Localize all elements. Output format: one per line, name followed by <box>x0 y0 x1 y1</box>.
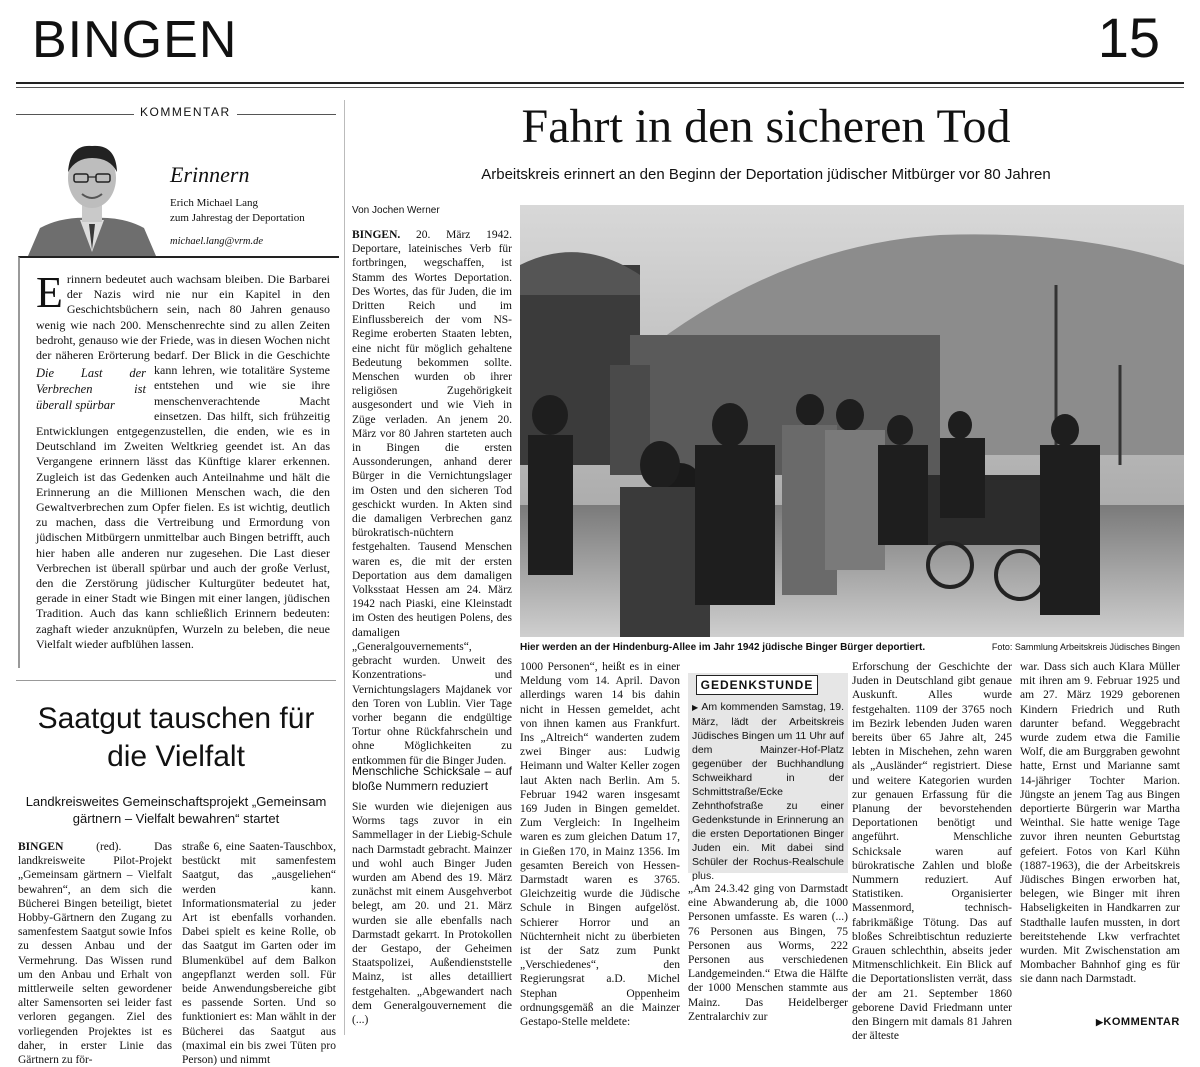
photo-caption <box>520 642 1184 653</box>
main-column-3b <box>688 882 848 1039</box>
pullquote: Die Last der Verbrechen ist überall spürbar <box>36 366 146 413</box>
kommentar-text-1: rinnern bedeutet auch wachsam bleiben. Die Barbarei der Nazis wird nie nur ein Kapitel in den Geschichtsbüchern sein, nach 80 Jahren genauso wenig wie nach 200. Menschenrechte sind zu allen Zeiten bedroht, genauso wie der Friede, was in diesen Wochen nicht der näheren Erörterung bedarf. Der Blick in die Geschichte kann lehren, wie totalitäre <box>36 272 330 378</box>
kommentar-label-text: KOMMENTAR <box>134 105 237 119</box>
main-subheadline: Arbeitskreis erinnert an den Beginn der Deportation jüdischer Mitbürger vor 80 Jahren <box>481 166 1051 183</box>
main-column-4 <box>852 660 1012 1043</box>
main-column-1a <box>352 228 513 767</box>
section-divider <box>16 680 336 681</box>
main-text-1: 20. März 1942. Deportare, lateinisches Verb für fortbringen, wegschaffen, ist Stamm des Wortes Deportation. Des Wortes, das für Juden, die im Dritten Reich und im Einflussbereich der vom NS-Regime eroberten Staaten lebten, eine nicht für möglich gehaltene Bedeutung bekommen sollte. Menschen wurden ob ihrer religiösen Zugehörigkeit ausgesondert und wie Vieh in Züge verladen. An jenem 20. März vor 80 Jahren starteten auch in Bingen die ersten Aussonderungen, anhand derer Bürger in die Vernichtungslager im Osten und den sicheren Tod geschickt wurden. In Akten sind die damaligen Verbrechen ganz bürokratisch-nüchtern festgehalten. Tausend Menschen waren es, die mit der ersten Deportation aus dem damaligen Volksstaat Hessen am 24. März 1942 nach Piaski, eine Kleinstadt im Osten des heutigen Polens, des damaligen „Generalgouvernements“, gebracht wurden. Unweit des Konzentrations- und Vernichtungslagers Majdanek vor den Toren von Lublin. Vier Tage vorher begann die endgültige Tortur ohne Rückfahrschein und ohne Möglichkeiten zu entkommen für die Binger Juden. <box>352 229 513 767</box>
dropcap: E <box>36 268 63 317</box>
deportation-photo <box>520 205 1184 637</box>
saatgut-column-1 <box>18 840 173 1067</box>
arrow-right-icon: ▶ <box>1096 1017 1104 1027</box>
saatgut-text-1: (red). Das landkreisweite Pilot-Projekt „Gemeinsam gärtnern – Vielfalt bewahren“, an dem sich die Bücherei Bingen beteiligt, bietet Hobby-Gärtnern den Zugang zu samenfestem Saatgut sowie Infos zu dessen Anbau und der Vermehrung. Das Wissen rund um den Anbau und Erhalt von mittlerweile selten gewordener alter Samensorten sei leider fast verloren gegangen. Ziel des vorliegenden Projektes ist es daher, in erster Linie das Gärtnern zu för- <box>18 841 173 1067</box>
saatgut-headline: Saatgut tauschen für die Vielfalt <box>37 702 315 773</box>
column-divider <box>344 100 345 1035</box>
author-email[interactable]: michael.lang@vrm.de <box>170 236 264 247</box>
saatgut-subheadline: Landkreisweites Gemeinschaftsprojekt „Gemeinsam gärtnern – Vielfalt bewahren“ startet <box>25 794 327 826</box>
main-text-2: 1000 Personen“, heißt es in einer Meldung vom 14. April. Davon allerdings waren 14 bis dahin nicht in Hessen gemeldet, acht von ihnen kamen aus Frankfurt. Ins „Altreich“ wanderten zudem zwei Binger aus: Ludwig Heimann und Walter Keller zogen laut Akten nach Berlin. Am 5. Februar 1942 waren insgesamt 169 Juden in Bingen gemeldet. Zum Vergleich: In Ingelheim waren es zum gleichen Datum 17, in Gießen 170, in Mainz 1356. Im gesamten Bereich von Hessen-Darmstadt waren es 3765. Gleichzeitig wurde die Jüdische Schule in Bingen aufgelöst. Schierer Horror und an Nüchternheit nicht zu überbieten ist der Satz zum Punkt „Verschiedenes“, den Regierungsrat a.D. Michel Stephan Oppenheim ordnungsgemäß an die Mainzer Gestapo-Stelle meldete: <box>520 661 680 1029</box>
main-column-2 <box>520 660 680 1039</box>
kommentar-author: Erich Michael Lang <box>170 197 258 209</box>
page-number: 15 <box>1097 6 1160 69</box>
main-headline: Fahrt in den sicheren Tod <box>521 100 1011 153</box>
dateline: BINGEN <box>18 841 64 853</box>
kommentar-title: Erinnern <box>170 162 250 187</box>
main-text-5: war. Dass sich auch Klara Müller mit ihren am 9. Februar 1925 und am 27. März 1929 geborenen Kindern Friedrich und Ruth darunter befand. Weggebracht wurde zudem etwa die Familie Wolf, die am Burggraben gewohnt hatte, Ernst und Marianne samt 14-jähriger Tochter Marion. Jüngste an jenem Tag aus Bingen deportierte Bürgerin war Martha Weinthal. Sie hatte wenige Tage zuvor ihren neunten Geburtstag gefeiert. Fotos von Karl Kühn (1887-1963), die der Arbeitskreis Jüdisches Bingen erworben hat, belegen, wie Binger mit ihren Habseligkeiten in Handkarren zur Stadthalle laufen mussten, in dort bereitstehende Lkw verfrachtet wurden. Mit Zwischenstation am Mombacher Bahnhof ging es für sie dann nach Darmstadt. <box>1020 661 1180 986</box>
saatgut-column-2 <box>182 840 336 1067</box>
kommentar-label <box>16 105 336 123</box>
author-portrait <box>22 132 162 256</box>
caption-text: Hier werden an der Hindenburg-Allee im Jahr 1942 jüdische Binger Bürger deportiert. <box>520 642 926 653</box>
main-text-1b: Sie wurden wie diejenigen aus Worms tags zuvor in ein Sammellager in der Liebig-Schule nach Darmstadt gebracht. Mainzer und wohl auch Binger Juden wurden am Abend des 19. März zunächst mit einem Ausgehverbot belegt, am 20. und 21. März wurden sie alle ebenfalls nach Darmstadt gekarrt. In Protokollen der Gestapo, der Geheimen Staatspolizei, Außendienststelle Mainz, ist alles detailliert festgehalten. „Abgewandert nach dem Generalgouvernement die (...) <box>352 801 512 1027</box>
masthead-rule <box>16 82 1184 84</box>
main-dateline: BINGEN. <box>352 229 401 241</box>
saatgut-text-2: straße 6, eine Saaten-Tauschbox, bestückt mit samenfestem Saatgut, das „ausgeliehen“ werden kann. Informationsmaterial zu jeder Art ist ebenfalls vorhanden. Dabei spielt es keine Rolle, ob das Saatgut im Garten oder im Blumenkübel auf dem Balkon angepflanzt werden soll. Für beide Anwendungsbereiche gibt es passende Sorten. Und so funktioniert es: Man wählt in der Bücherei das Saatgut aus (maximal ein bis zwei Tüten pro Person) und nimmt <box>182 841 336 1067</box>
main-text-3b: „Am 24.3.42 ging von Darmstadt eine Abwanderung ab, die 1000 Personen umfasste. Es waren (...) 76 Personen aus Bingen, 75 Personen aus Worms, 222 Personen aus verschiedenen Landgemeinden.“ Etwa die Hälfte der 1000 Menschen stammte aus Mainz. Das Heidelberger Zentralarchiv zur <box>688 883 848 1023</box>
section-title: BINGEN <box>32 11 238 69</box>
kommentar-occasion: zum Jahrestag der Deportation <box>170 212 305 224</box>
triangle-icon: ▶ <box>692 703 702 712</box>
kommentar-author-block <box>170 196 340 226</box>
kommentar-reference[interactable]: ▶KOMMENTAR <box>1096 1016 1180 1028</box>
byline: Von Jochen Werner <box>352 205 440 216</box>
gedenkstunde-text: ▶ Am kommenden Samstag, 19. März, lädt der Arbeitskreis Jüdisches Bingen um 11 Uhr auf dem Mainzer-Hof-Platz gegenüber der Buchhandlung Schweikhard in der Schmittstraße/Ecke Zehnthofstraße zu einer Gedenkstunde in Erinnerung an die ersten Deportationen Binger Juden ein. Mit dabei sind Schüler der Rochus-Realschule plus. <box>692 701 845 882</box>
main-column-1b <box>352 758 512 1039</box>
photo-credit: Foto: Sammlung Arbeitskreis Jüdisches Bingen <box>991 642 1180 652</box>
kommentar-text-2: Systeme entstehen und wie sie ihre menschenverachtende Macht einsetzen. Das hilft, sich frühzeitig Entwicklungen entgegenzustellen, die enden, wie es in Deutschland im Zweiten Weltkrieg geendet ist. An das Vergangene erinnern lässt das Künftige klarer erkennen. Zugleich ist das Gedenken auch Anteilnahme und hält die Erinnerung an die Millionen Menschen wach, die den Gewaltverbrechen zum Opfer fielen. Es ist wichtig, deutlich zu machen, dass die Vertreibung und Ermordung von jüdischen Mitbürgern unmittelbar auch Bingen betrifft, auch hier haben alle anderen nur zugesehen. Die Last dieser Verbrechen ist überall spürbar und auch der große Verlust, den die Zerstörung jüdischer Kulturgüter bedeutet hat, gerade in einer Stadt wie Bingen mit einer langen, jüdischen Tradition. Auch das kann schließlich Erinnern bedeuten: zaghaft wieder anzuknüpfen, Wurzeln zu beleben, die neue Vielfalt wieder aufblühen lassen. <box>36 363 331 651</box>
main-column-5 <box>1020 660 1180 1012</box>
gedenkstunde-tag: GEDENKSTUNDE <box>696 675 818 695</box>
kommentar-body <box>36 268 331 652</box>
masthead-rule-thin <box>16 87 1184 88</box>
main-subhead-1: Menschliche Schicksale – auf bloße Nummern reduziert <box>352 764 512 793</box>
main-text-4: Erforschung der Geschichte der Juden in Deutschland gibt genaue Auskunft. Alles wurde festgehalten. 1109 der 3765 noch im Bezirk lebenden Juden waren bereits über 65 Jahre alt, 245 lebten in Mischehen, zehn waren als „Ausländer“ registriert. Diese und weitere Kategorien wurden zur genauen Erfassung für die Planung der bevorstehenden Deportationen benötigt und angeführt. Menschliche Schicksale waren auf bürokratische Zahlen und bloße Nummern reduziert. Auf Statistiken. Organisierter Massenmord, technisch-fabrikmäßige Tötung. Das auf bloßes Schreibtischtun reduzierte Grauen schlechthin, abseits jeder Mitmenschlichkeit. Ein Blick auf die Deportationslisten verrät, dass der am 21. September 1860 geborene David Friedmann unter den Bingern mit damals 81 Jahren der älteste <box>852 661 1012 1043</box>
